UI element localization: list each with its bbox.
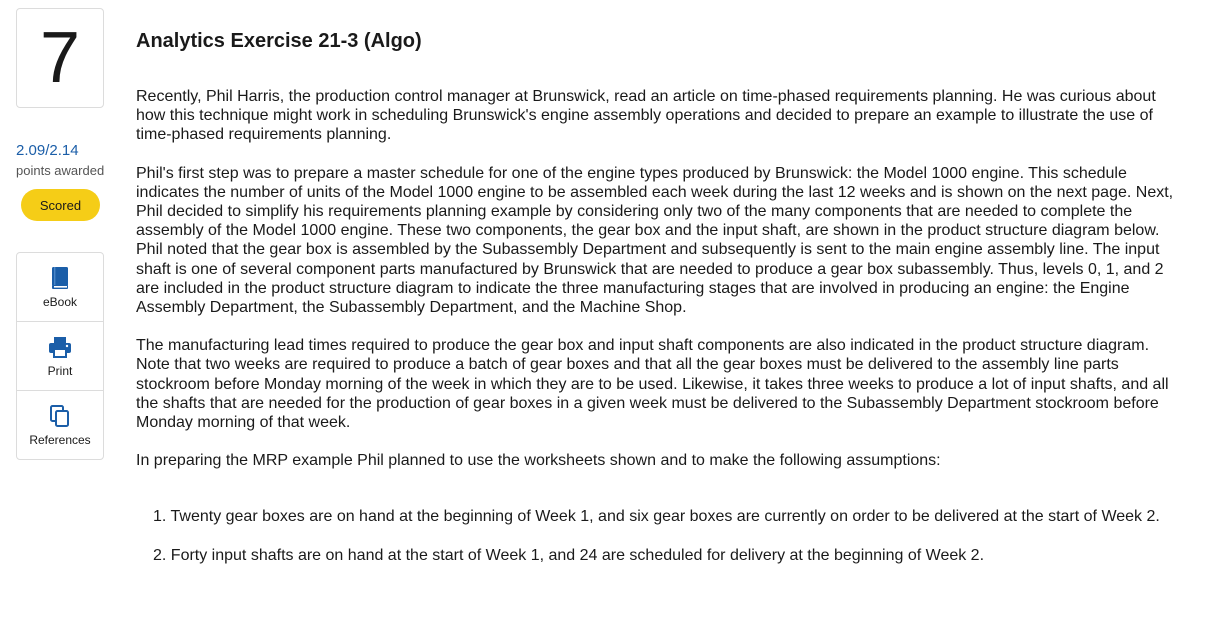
page-title: Analytics Exercise 21-3 (Algo) [136,30,422,52]
copy-icon [49,403,71,429]
book-icon [50,265,70,291]
paragraph-master-schedule: Phil's first step was to prepare a master schedule for one of the engine types produced by Brunswick: the Model 1000 engine. This schedule indicates the number of units of the Model 1000 engine to be assembled each week during the last 12 weeks and is shown on the next page. Next, Phil decided to simplify his requirements planning example by considering only two of the many components that are needed to complete the assembly of the Model 1000 engine. These two components, the gear box and the input shaft, are shown in the product structure diagram below. Phil noted that the gear box is assembled by the Subassembly Department and subsequently is sent to the main engine assembly line. The input shaft is one of several component parts manufactured by Brunswick that are needed to produce a gear box subassembly. Thus, levels 0, 1, and 2 are included in the product structure diagram to indicate the three manufacturing stages that are involved in producing an engine: the Engine Assembly Department, the Subassembly Department, and the Machine Shop. [136,164,1174,317]
question-body [136,87,1176,584]
references-label: References [29,433,91,447]
print-button[interactable] [17,321,103,390]
score-caption: points awarded [16,163,105,178]
assumptions-list [136,507,1176,564]
list-item: 2. Forty input shafts are on hand at the start of Week 1, and 24 are scheduled for delivery at the beginning of Week 2. [153,546,985,564]
tool-panel [16,252,104,460]
paragraph-lead-times: The manufacturing lead times required to produce the gear box and input shaft components are also indicated in the product structure diagram. Note that two weeks are required to produce a batch of gear boxes and that all the gear boxes must be delivered to the assembly line parts stockroom before Monday morning of the week in which they are to be used. Likewise, it takes three weeks to produce a lot of input shafts, and all the shafts that are needed for the production of gear boxes in a given week must be delivered to the Subassembly Department stockroom before Monday morning of that week. [136,337,1169,432]
status-badge: Scored [21,189,100,221]
paragraph-assumptions-intro: In preparing the MRP example Phil planned to use the worksheets shown and to make the following assumptions: [136,452,941,470]
references-button[interactable] [17,390,103,459]
printer-icon [48,334,72,360]
list-item: 1. Twenty gear boxes are on hand at the beginning of Week 1, and six gear boxes are currently on order to be delivered at the start of Week 2. [153,508,1160,526]
print-label: Print [47,364,73,378]
ebook-button[interactable] [17,253,103,321]
score-value: 2.09/2.14 [16,142,79,159]
ebook-label: eBook [42,295,78,309]
question-number: 7 [16,8,104,108]
paragraph-intro: Recently, Phil Harris, the production control manager at Brunswick, read an article on time-phased requirements planning. He was curious about how this technique might work in scheduling Brunswick's engine assembly operations and decided to prepare an example to illustrate the use of time-phased requirements planning. [136,88,1156,144]
